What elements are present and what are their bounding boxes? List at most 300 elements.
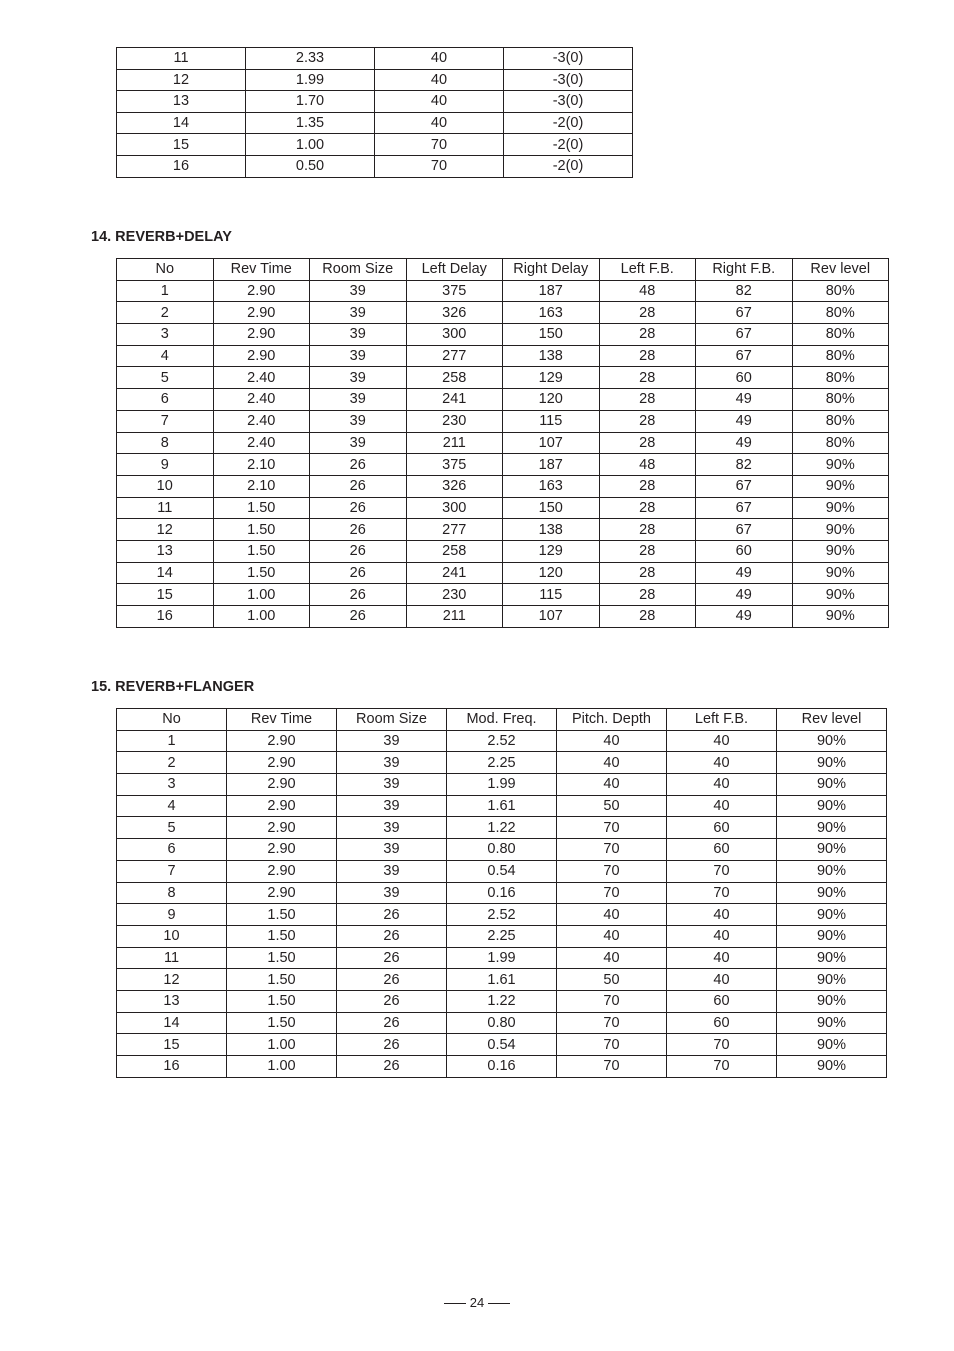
table-cell: 1.99 <box>447 774 557 796</box>
table-cell: 2.90 <box>213 345 310 367</box>
table-cell: 70 <box>557 860 667 882</box>
table-cell: 1.22 <box>447 817 557 839</box>
table-cell: 11 <box>117 497 214 519</box>
table-cell: 187 <box>503 280 600 302</box>
table-row <box>117 990 887 1012</box>
table-cell: 1.70 <box>246 91 375 113</box>
table-cell: 90% <box>777 990 887 1012</box>
table-cell: 28 <box>599 324 696 346</box>
table-cell: 0.50 <box>246 155 375 177</box>
table-cell: 26 <box>310 475 407 497</box>
table-row <box>117 519 889 541</box>
table-cell: 39 <box>337 882 447 904</box>
table-cell: 40 <box>667 795 777 817</box>
table-cell: 10 <box>117 475 214 497</box>
table-cell: 49 <box>696 562 793 584</box>
table-cell: 60 <box>696 367 793 389</box>
table-row <box>117 1056 887 1078</box>
table-cell: 0.54 <box>447 860 557 882</box>
table-row <box>117 497 889 519</box>
table-cell: 90% <box>777 882 887 904</box>
table-cell: 67 <box>696 345 793 367</box>
table-row <box>117 112 633 134</box>
table-cell: 49 <box>696 389 793 411</box>
table-cell: 26 <box>337 904 447 926</box>
table-cell: 28 <box>599 302 696 324</box>
table-cell: 80% <box>792 302 889 324</box>
table-cell: 40 <box>557 774 667 796</box>
table-row <box>117 795 887 817</box>
table-cell: 1 <box>117 280 214 302</box>
table-cell: 2.90 <box>227 839 337 861</box>
column-header: Rev level <box>777 709 887 731</box>
reverb-delay-table <box>116 258 889 628</box>
table-row <box>117 155 633 177</box>
page-footer <box>0 1295 954 1310</box>
table-cell: 138 <box>503 345 600 367</box>
table-cell: 67 <box>696 475 793 497</box>
table-cell: 14 <box>117 112 246 134</box>
column-header: Room Size <box>337 709 447 731</box>
table-cell: 12 <box>117 969 227 991</box>
table-cell: 1.99 <box>246 69 375 91</box>
page-number: 24 <box>469 1295 485 1310</box>
table-cell: 90% <box>777 774 887 796</box>
table-row <box>117 584 889 606</box>
table-cell: 1.50 <box>213 562 310 584</box>
table-cell: 50 <box>557 795 667 817</box>
table-cell: 129 <box>503 367 600 389</box>
column-header: Rev level <box>792 259 889 281</box>
table-cell: 90% <box>777 817 887 839</box>
table-cell: 115 <box>503 410 600 432</box>
column-header: Left F.B. <box>667 709 777 731</box>
table-cell: 26 <box>310 540 407 562</box>
table-cell: 2.90 <box>227 860 337 882</box>
table-row <box>117 302 889 324</box>
table-cell: 40 <box>667 752 777 774</box>
table-cell: 50 <box>557 969 667 991</box>
table-cell: 1.50 <box>213 540 310 562</box>
table-cell: 14 <box>117 1012 227 1034</box>
table-cell: 67 <box>696 497 793 519</box>
table-cell: 2.90 <box>227 795 337 817</box>
table-cell: -2(0) <box>504 134 633 156</box>
table-cell: 120 <box>503 389 600 411</box>
table-cell: 39 <box>310 389 407 411</box>
table-cell: 40 <box>557 904 667 926</box>
table-row <box>117 817 887 839</box>
table-cell: 49 <box>696 584 793 606</box>
table-cell: -2(0) <box>504 155 633 177</box>
table-cell: 1.50 <box>227 990 337 1012</box>
table-cell: 39 <box>337 860 447 882</box>
table-cell: 26 <box>310 562 407 584</box>
table-cell: 230 <box>406 584 503 606</box>
table-cell: 70 <box>557 839 667 861</box>
table-row <box>117 410 889 432</box>
table-cell: 70 <box>557 817 667 839</box>
table-row <box>117 475 889 497</box>
table-cell: 26 <box>310 454 407 476</box>
table-cell: 1.35 <box>246 112 375 134</box>
table-cell: 2.90 <box>213 302 310 324</box>
table-cell: 187 <box>503 454 600 476</box>
table-row <box>117 540 889 562</box>
table-cell: 40 <box>667 969 777 991</box>
footer-dash-left <box>444 1303 466 1304</box>
table-cell: 1.00 <box>246 134 375 156</box>
table-cell: 1.50 <box>227 1012 337 1034</box>
table-cell: 28 <box>599 497 696 519</box>
column-header: Left Delay <box>406 259 503 281</box>
table-cell: 0.80 <box>447 1012 557 1034</box>
table-cell: 70 <box>557 1034 667 1056</box>
table-cell: 163 <box>503 302 600 324</box>
table-cell: 15 <box>117 1034 227 1056</box>
table-cell: 90% <box>777 1056 887 1078</box>
table-row <box>117 324 889 346</box>
table-cell: 49 <box>696 432 793 454</box>
table-cell: 40 <box>557 730 667 752</box>
table-cell: 375 <box>406 280 503 302</box>
table-cell: 2.52 <box>447 904 557 926</box>
table-cell: 4 <box>117 795 227 817</box>
table-cell: 2.90 <box>227 752 337 774</box>
column-header: Rev Time <box>227 709 337 731</box>
table-cell: 7 <box>117 410 214 432</box>
table-cell: 26 <box>337 1012 447 1034</box>
table-cell: 241 <box>406 562 503 584</box>
table-cell: 15 <box>117 134 246 156</box>
table-cell: 5 <box>117 367 214 389</box>
table-cell: 0.16 <box>447 882 557 904</box>
table-cell: 2.33 <box>246 48 375 70</box>
table-row <box>117 839 887 861</box>
table-cell: -3(0) <box>504 48 633 70</box>
table-cell: 28 <box>599 410 696 432</box>
table-cell: 2.90 <box>227 817 337 839</box>
table-cell: 39 <box>337 730 447 752</box>
table-cell: 70 <box>667 1034 777 1056</box>
table-cell: 26 <box>310 519 407 541</box>
table-cell: 258 <box>406 367 503 389</box>
table-cell: 90% <box>792 562 889 584</box>
table-cell: 60 <box>667 990 777 1012</box>
table-row <box>117 925 887 947</box>
table-cell: 1.50 <box>213 497 310 519</box>
table-cell: 70 <box>667 882 777 904</box>
table-row <box>117 606 889 628</box>
column-header: Right Delay <box>503 259 600 281</box>
table-cell: 39 <box>337 752 447 774</box>
table-cell: 2.90 <box>213 280 310 302</box>
table-cell: 8 <box>117 432 214 454</box>
table-cell: 8 <box>117 882 227 904</box>
table-cell: 28 <box>599 519 696 541</box>
table-cell: 90% <box>792 519 889 541</box>
table-cell: 13 <box>117 540 214 562</box>
table-cell: 40 <box>375 48 504 70</box>
table-cell: 2.25 <box>447 925 557 947</box>
table-cell: 211 <box>406 432 503 454</box>
table-cell: 1.00 <box>213 584 310 606</box>
table-cell: 67 <box>696 324 793 346</box>
table-row <box>117 969 887 991</box>
table-cell: 90% <box>792 540 889 562</box>
table-cell: 49 <box>696 410 793 432</box>
table-cell: 129 <box>503 540 600 562</box>
table-cell: 90% <box>792 606 889 628</box>
table-cell: 326 <box>406 302 503 324</box>
table-cell: 40 <box>667 774 777 796</box>
table-cell: 90% <box>792 584 889 606</box>
table-cell: 16 <box>117 1056 227 1078</box>
table-cell: 90% <box>777 730 887 752</box>
table-cell: 138 <box>503 519 600 541</box>
table-cell: 70 <box>667 1056 777 1078</box>
column-header: No <box>117 259 214 281</box>
table-cell: 48 <box>599 454 696 476</box>
table-cell: 90% <box>777 860 887 882</box>
table-cell: 1.50 <box>227 947 337 969</box>
table-cell: 12 <box>117 69 246 91</box>
table-cell: 115 <box>503 584 600 606</box>
table-cell: 2.10 <box>213 454 310 476</box>
table-cell: 26 <box>310 497 407 519</box>
table-row <box>117 134 633 156</box>
table-cell: 80% <box>792 389 889 411</box>
table-cell: 10 <box>117 925 227 947</box>
table-cell: 2 <box>117 302 214 324</box>
table-cell: 90% <box>777 925 887 947</box>
table-cell: -3(0) <box>504 69 633 91</box>
table-cell: 1.22 <box>447 990 557 1012</box>
table-cell: 2.40 <box>213 389 310 411</box>
table-cell: 16 <box>117 606 214 628</box>
table-cell: 60 <box>667 1012 777 1034</box>
table-cell: 39 <box>310 410 407 432</box>
column-header: Mod. Freq. <box>447 709 557 731</box>
table-row <box>117 562 889 584</box>
table-cell: 2.40 <box>213 410 310 432</box>
table-cell: 2.90 <box>227 774 337 796</box>
table-cell: 39 <box>337 795 447 817</box>
table-row <box>117 730 887 752</box>
header-row <box>117 259 889 281</box>
reverb-delay-heading: 14. REVERB+DELAY <box>91 229 232 245</box>
table-cell: 2.90 <box>227 882 337 904</box>
table-cell: 258 <box>406 540 503 562</box>
table-cell: 67 <box>696 302 793 324</box>
table-cell: 90% <box>777 947 887 969</box>
table-cell: 39 <box>310 367 407 389</box>
table-cell: 39 <box>337 839 447 861</box>
table-row <box>117 91 633 113</box>
table-cell: 13 <box>117 91 246 113</box>
table-cell: 40 <box>557 752 667 774</box>
table-cell: 40 <box>375 91 504 113</box>
table-cell: 26 <box>310 606 407 628</box>
table-row <box>117 345 889 367</box>
table-cell: 70 <box>375 155 504 177</box>
table-cell: 163 <box>503 475 600 497</box>
table-cell: 26 <box>310 584 407 606</box>
table-cell: -3(0) <box>504 91 633 113</box>
table-cell: 90% <box>792 454 889 476</box>
table-cell: 39 <box>337 817 447 839</box>
table-cell: 1.00 <box>227 1056 337 1078</box>
table-cell: 90% <box>777 752 887 774</box>
table-cell: 1.50 <box>227 969 337 991</box>
table-cell: 40 <box>375 69 504 91</box>
table-cell: 1.50 <box>227 904 337 926</box>
table-cell: 26 <box>337 947 447 969</box>
table-cell: 0.16 <box>447 1056 557 1078</box>
table-cell: 60 <box>696 540 793 562</box>
table-row <box>117 860 887 882</box>
table-cell: 26 <box>337 1034 447 1056</box>
table-cell: 375 <box>406 454 503 476</box>
table-cell: 80% <box>792 280 889 302</box>
table-cell: 39 <box>310 324 407 346</box>
table-cell: 2 <box>117 752 227 774</box>
table-cell: 107 <box>503 606 600 628</box>
table-cell: 1.61 <box>447 969 557 991</box>
table-cell: 28 <box>599 606 696 628</box>
table-cell: 1 <box>117 730 227 752</box>
column-header: Right F.B. <box>696 259 793 281</box>
table-cell: 3 <box>117 774 227 796</box>
table-cell: 2.90 <box>213 324 310 346</box>
table-cell: 150 <box>503 497 600 519</box>
footer-dash-right <box>488 1303 510 1304</box>
table-cell: 26 <box>337 925 447 947</box>
table-cell: 6 <box>117 389 214 411</box>
table-cell: 7 <box>117 860 227 882</box>
reverb-flanger-table <box>116 708 887 1078</box>
table-cell: 80% <box>792 367 889 389</box>
table-cell: 28 <box>599 475 696 497</box>
table-cell: 90% <box>777 839 887 861</box>
table-row <box>117 454 889 476</box>
table-cell: 39 <box>310 345 407 367</box>
table-cell: 4 <box>117 345 214 367</box>
table-row <box>117 48 633 70</box>
table-cell: 40 <box>667 947 777 969</box>
table-cell: 82 <box>696 454 793 476</box>
table-cell: 80% <box>792 345 889 367</box>
table-cell: 150 <box>503 324 600 346</box>
table-cell: 28 <box>599 562 696 584</box>
table-cell: 300 <box>406 497 503 519</box>
table-cell: 277 <box>406 519 503 541</box>
column-header: Rev Time <box>213 259 310 281</box>
table-cell: 9 <box>117 454 214 476</box>
table-cell: 15 <box>117 584 214 606</box>
table-cell: 28 <box>599 432 696 454</box>
table-cell: 1.50 <box>213 519 310 541</box>
table-cell: 2.40 <box>213 367 310 389</box>
table-cell: 211 <box>406 606 503 628</box>
table-cell: 70 <box>375 134 504 156</box>
table-cell: 1.61 <box>447 795 557 817</box>
table-row <box>117 280 889 302</box>
table-row <box>117 1012 887 1034</box>
table-cell: 11 <box>117 947 227 969</box>
table-cell: 107 <box>503 432 600 454</box>
table-row <box>117 882 887 904</box>
table-cell: 39 <box>310 280 407 302</box>
table-cell: 70 <box>557 1012 667 1034</box>
table-cell: 326 <box>406 475 503 497</box>
column-header: No <box>117 709 227 731</box>
table-cell: 26 <box>337 1056 447 1078</box>
table-cell: 0.54 <box>447 1034 557 1056</box>
table-cell: 90% <box>792 497 889 519</box>
table-cell: 0.80 <box>447 839 557 861</box>
table-cell: 12 <box>117 519 214 541</box>
table-cell: 40 <box>667 904 777 926</box>
table-cell: 14 <box>117 562 214 584</box>
table-cell: 40 <box>557 925 667 947</box>
table-cell: 90% <box>777 1012 887 1034</box>
table-cell: 26 <box>337 969 447 991</box>
table-cell: 9 <box>117 904 227 926</box>
table-cell: 2.40 <box>213 432 310 454</box>
table-row <box>117 774 887 796</box>
table-cell: 39 <box>310 432 407 454</box>
table-cell: 277 <box>406 345 503 367</box>
table-cell: 2.52 <box>447 730 557 752</box>
continued-table <box>116 47 633 178</box>
table-cell: 48 <box>599 280 696 302</box>
table-cell: 90% <box>777 904 887 926</box>
table-cell: 67 <box>696 519 793 541</box>
table-cell: 2.25 <box>447 752 557 774</box>
table-cell: 16 <box>117 155 246 177</box>
table-row <box>117 432 889 454</box>
table-cell: 80% <box>792 432 889 454</box>
table-row <box>117 752 887 774</box>
table-cell: 28 <box>599 389 696 411</box>
table-cell: 5 <box>117 817 227 839</box>
table-cell: 40 <box>667 925 777 947</box>
table-cell: 39 <box>337 774 447 796</box>
table-cell: 1.00 <box>227 1034 337 1056</box>
reverb-flanger-heading: 15. REVERB+FLANGER <box>91 679 255 695</box>
table-row <box>117 367 889 389</box>
column-header: Left F.B. <box>599 259 696 281</box>
header-row <box>117 709 887 731</box>
table-cell: 40 <box>557 947 667 969</box>
table-row <box>117 389 889 411</box>
table-cell: 28 <box>599 345 696 367</box>
table-cell: -2(0) <box>504 112 633 134</box>
table-cell: 241 <box>406 389 503 411</box>
table-cell: 60 <box>667 817 777 839</box>
table-row <box>117 904 887 926</box>
table-cell: 2.90 <box>227 730 337 752</box>
table-cell: 230 <box>406 410 503 432</box>
table-cell: 90% <box>777 1034 887 1056</box>
table-cell: 120 <box>503 562 600 584</box>
table-cell: 3 <box>117 324 214 346</box>
table-cell: 6 <box>117 839 227 861</box>
table-cell: 70 <box>667 860 777 882</box>
table-cell: 90% <box>792 475 889 497</box>
column-header: Room Size <box>310 259 407 281</box>
